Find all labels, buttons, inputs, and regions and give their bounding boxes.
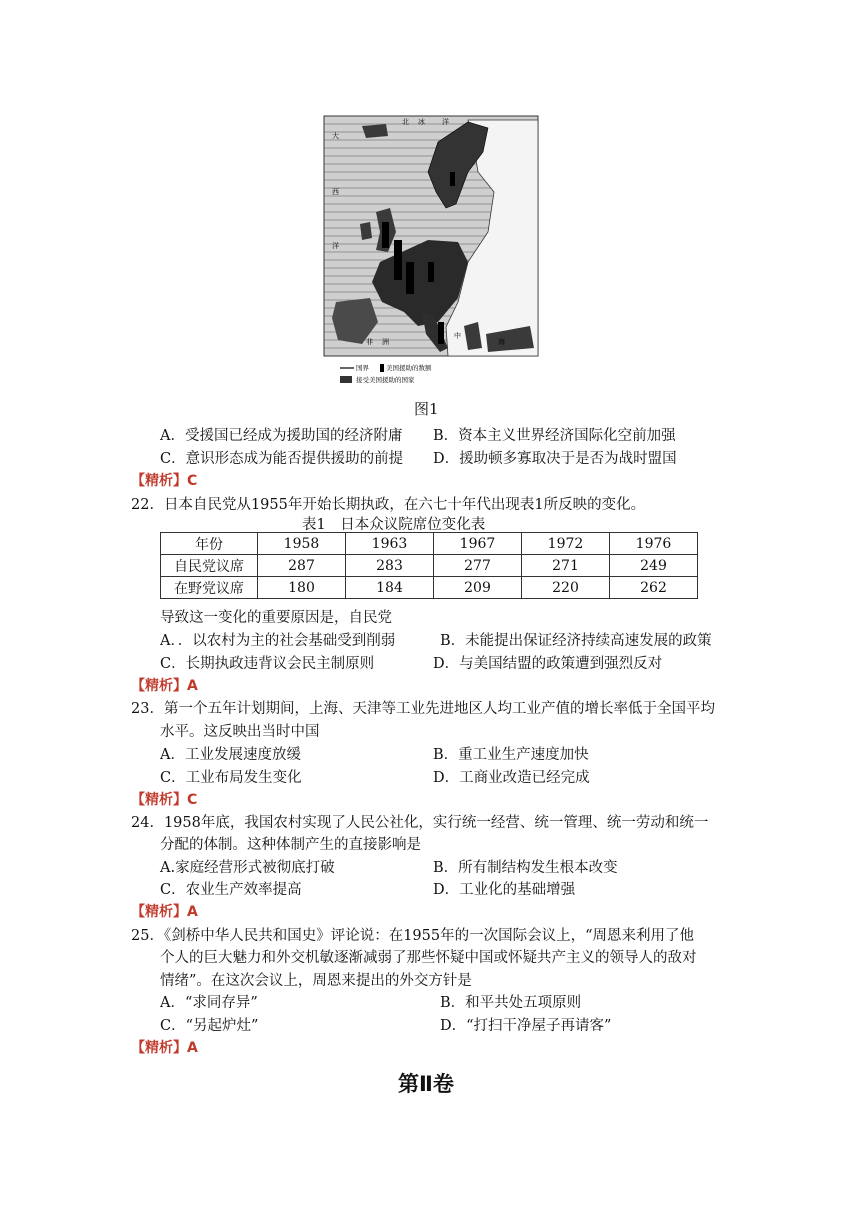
q22-table-title: 表1 日本众议院席位变化表 xyxy=(302,517,486,533)
q25-option-b: B．和平共处五项原则 xyxy=(440,995,582,1011)
table-cell: 271 xyxy=(522,555,610,577)
q21-option-b: B．资本主义世界经济国际化空前加强 xyxy=(433,428,676,444)
legend-border: 国界 xyxy=(356,364,369,372)
q22-option-a: A．．以农村为主的社会基础受到削弱 xyxy=(160,633,396,649)
table-cell: 自民党议席 xyxy=(161,555,258,577)
q21-answer: 【精析】C xyxy=(131,473,198,489)
table-cell: 262 xyxy=(610,577,698,599)
map-label-yang: 洋 xyxy=(442,118,449,126)
table-cell: 184 xyxy=(346,577,434,599)
q24-option-a: A.家庭经营形式被彻底打破 xyxy=(160,860,335,876)
table-header-cell: 1963 xyxy=(346,533,434,555)
q25-stem-line2: 个人的巨大魅力和外交机敏逐渐减弱了那些怀疑中国或怀疑共产主义的领导人的敌对 xyxy=(160,950,697,966)
q23-stem-line2: 水平。这反映出当时中国 xyxy=(160,724,320,740)
q25-answer: 【精析】A xyxy=(131,1040,198,1056)
europe-aid-map xyxy=(318,112,544,390)
map-label-bei: 北 xyxy=(402,118,409,126)
map-label-da: 大 xyxy=(332,132,339,140)
q23-answer: 【精析】C xyxy=(131,792,198,808)
q22-option-b: B．未能提出保证经济持续高速发展的政策 xyxy=(440,633,712,649)
q24-option-d: D．工业化的基础增强 xyxy=(433,882,576,898)
q23-option-b: B．重工业生产速度加快 xyxy=(433,747,589,763)
q23-option-d: D．工商业改造已经完成 xyxy=(433,770,590,786)
table-cell: 249 xyxy=(610,555,698,577)
section-title: 第Ⅱ卷 xyxy=(398,1072,454,1096)
q24-stem-line1: 24．1958年底，我国农村实现了人民公社化，实行统一经营、统一管理、统一劳动和统一 xyxy=(131,815,709,831)
q21-option-d: D．援助顿多寡取决于是否为战时盟国 xyxy=(433,451,677,467)
map-image xyxy=(318,112,544,390)
q24-option-b: B．所有制结构发生根本改变 xyxy=(433,860,618,876)
q23-option-a: A．工业发展速度放缓 xyxy=(160,747,301,763)
q23-stem-line1: 23．第一个五年计划期间，上海、天津等工业先进地区人均工业产值的增长率低于全国平均 xyxy=(131,701,715,717)
q21-option-c: C．意识形态成为能否提供援助的前提 xyxy=(160,451,404,467)
q25-option-c: C．“另起炉灶” xyxy=(160,1018,259,1034)
table-header-cell: 年份 xyxy=(161,533,258,555)
table-header-cell: 1976 xyxy=(610,533,698,555)
q22-option-d: D．与美国结盟的政策遭到强烈反对 xyxy=(433,656,663,672)
table-row xyxy=(161,555,698,577)
q24-option-c: C．农业生产效率提高 xyxy=(160,882,302,898)
map-label-fei: 非 xyxy=(366,338,373,346)
table-cell: 283 xyxy=(346,555,434,577)
q23-option-c: C．工业布局发生变化 xyxy=(160,770,302,786)
q22-lead: 导致这一变化的重要原因是，自民党 xyxy=(160,610,392,626)
legend-aid-amount: 美国援助的数额 xyxy=(386,364,432,372)
q24-answer: 【精析】A xyxy=(131,904,198,920)
seat-change-table xyxy=(160,532,698,599)
map-label-yang2: 洋 xyxy=(332,242,339,250)
table-cell: 277 xyxy=(434,555,522,577)
table-cell: 180 xyxy=(258,577,346,599)
table-row xyxy=(161,577,698,599)
figure-caption: 图1 xyxy=(414,400,439,418)
map-label-xi: 西 xyxy=(332,188,339,196)
q22-answer: 【精析】A xyxy=(131,678,198,694)
table-header-cell: 1967 xyxy=(434,533,522,555)
q25-stem-line3: 情绪”。在这次会议上，周恩来提出的外交方针是 xyxy=(160,973,472,989)
map-label-zhong: 中 xyxy=(454,332,461,340)
q24-stem-line2: 分配的体制。这种体制产生的直接影响是 xyxy=(160,837,421,853)
q22-stem: 22．日本自民党从1955年开始长期执政，在六七十年代出现表1所反映的变化。 xyxy=(131,497,646,513)
table-header-row xyxy=(161,533,698,555)
map-label-bing: 冰 xyxy=(418,118,425,126)
map-label-hai: 海 xyxy=(498,338,505,346)
q22-option-c: C．长期执政违背议会民主制原则 xyxy=(160,656,375,672)
q21-option-a: A．受援国已经成为援助国的经济附庸 xyxy=(160,428,403,444)
table-cell: 209 xyxy=(434,577,522,599)
q25-option-a: A．“求同存异” xyxy=(160,995,258,1011)
q25-option-d: D．“打扫干净屋子再请客” xyxy=(440,1018,612,1034)
map-label-zhou: 洲 xyxy=(382,338,389,346)
q25-stem-line1: 25．《剑桥中华人民共和国史》评论说：在1955年的一次国际会议上，“周恩来利用了他 xyxy=(131,928,695,944)
table-header-cell: 1958 xyxy=(258,533,346,555)
legend-recipient: 接受美国援助的国家 xyxy=(356,376,415,384)
table-cell: 220 xyxy=(522,577,610,599)
table-header-cell: 1972 xyxy=(522,533,610,555)
table-cell: 在野党议席 xyxy=(161,577,258,599)
table-cell: 287 xyxy=(258,555,346,577)
